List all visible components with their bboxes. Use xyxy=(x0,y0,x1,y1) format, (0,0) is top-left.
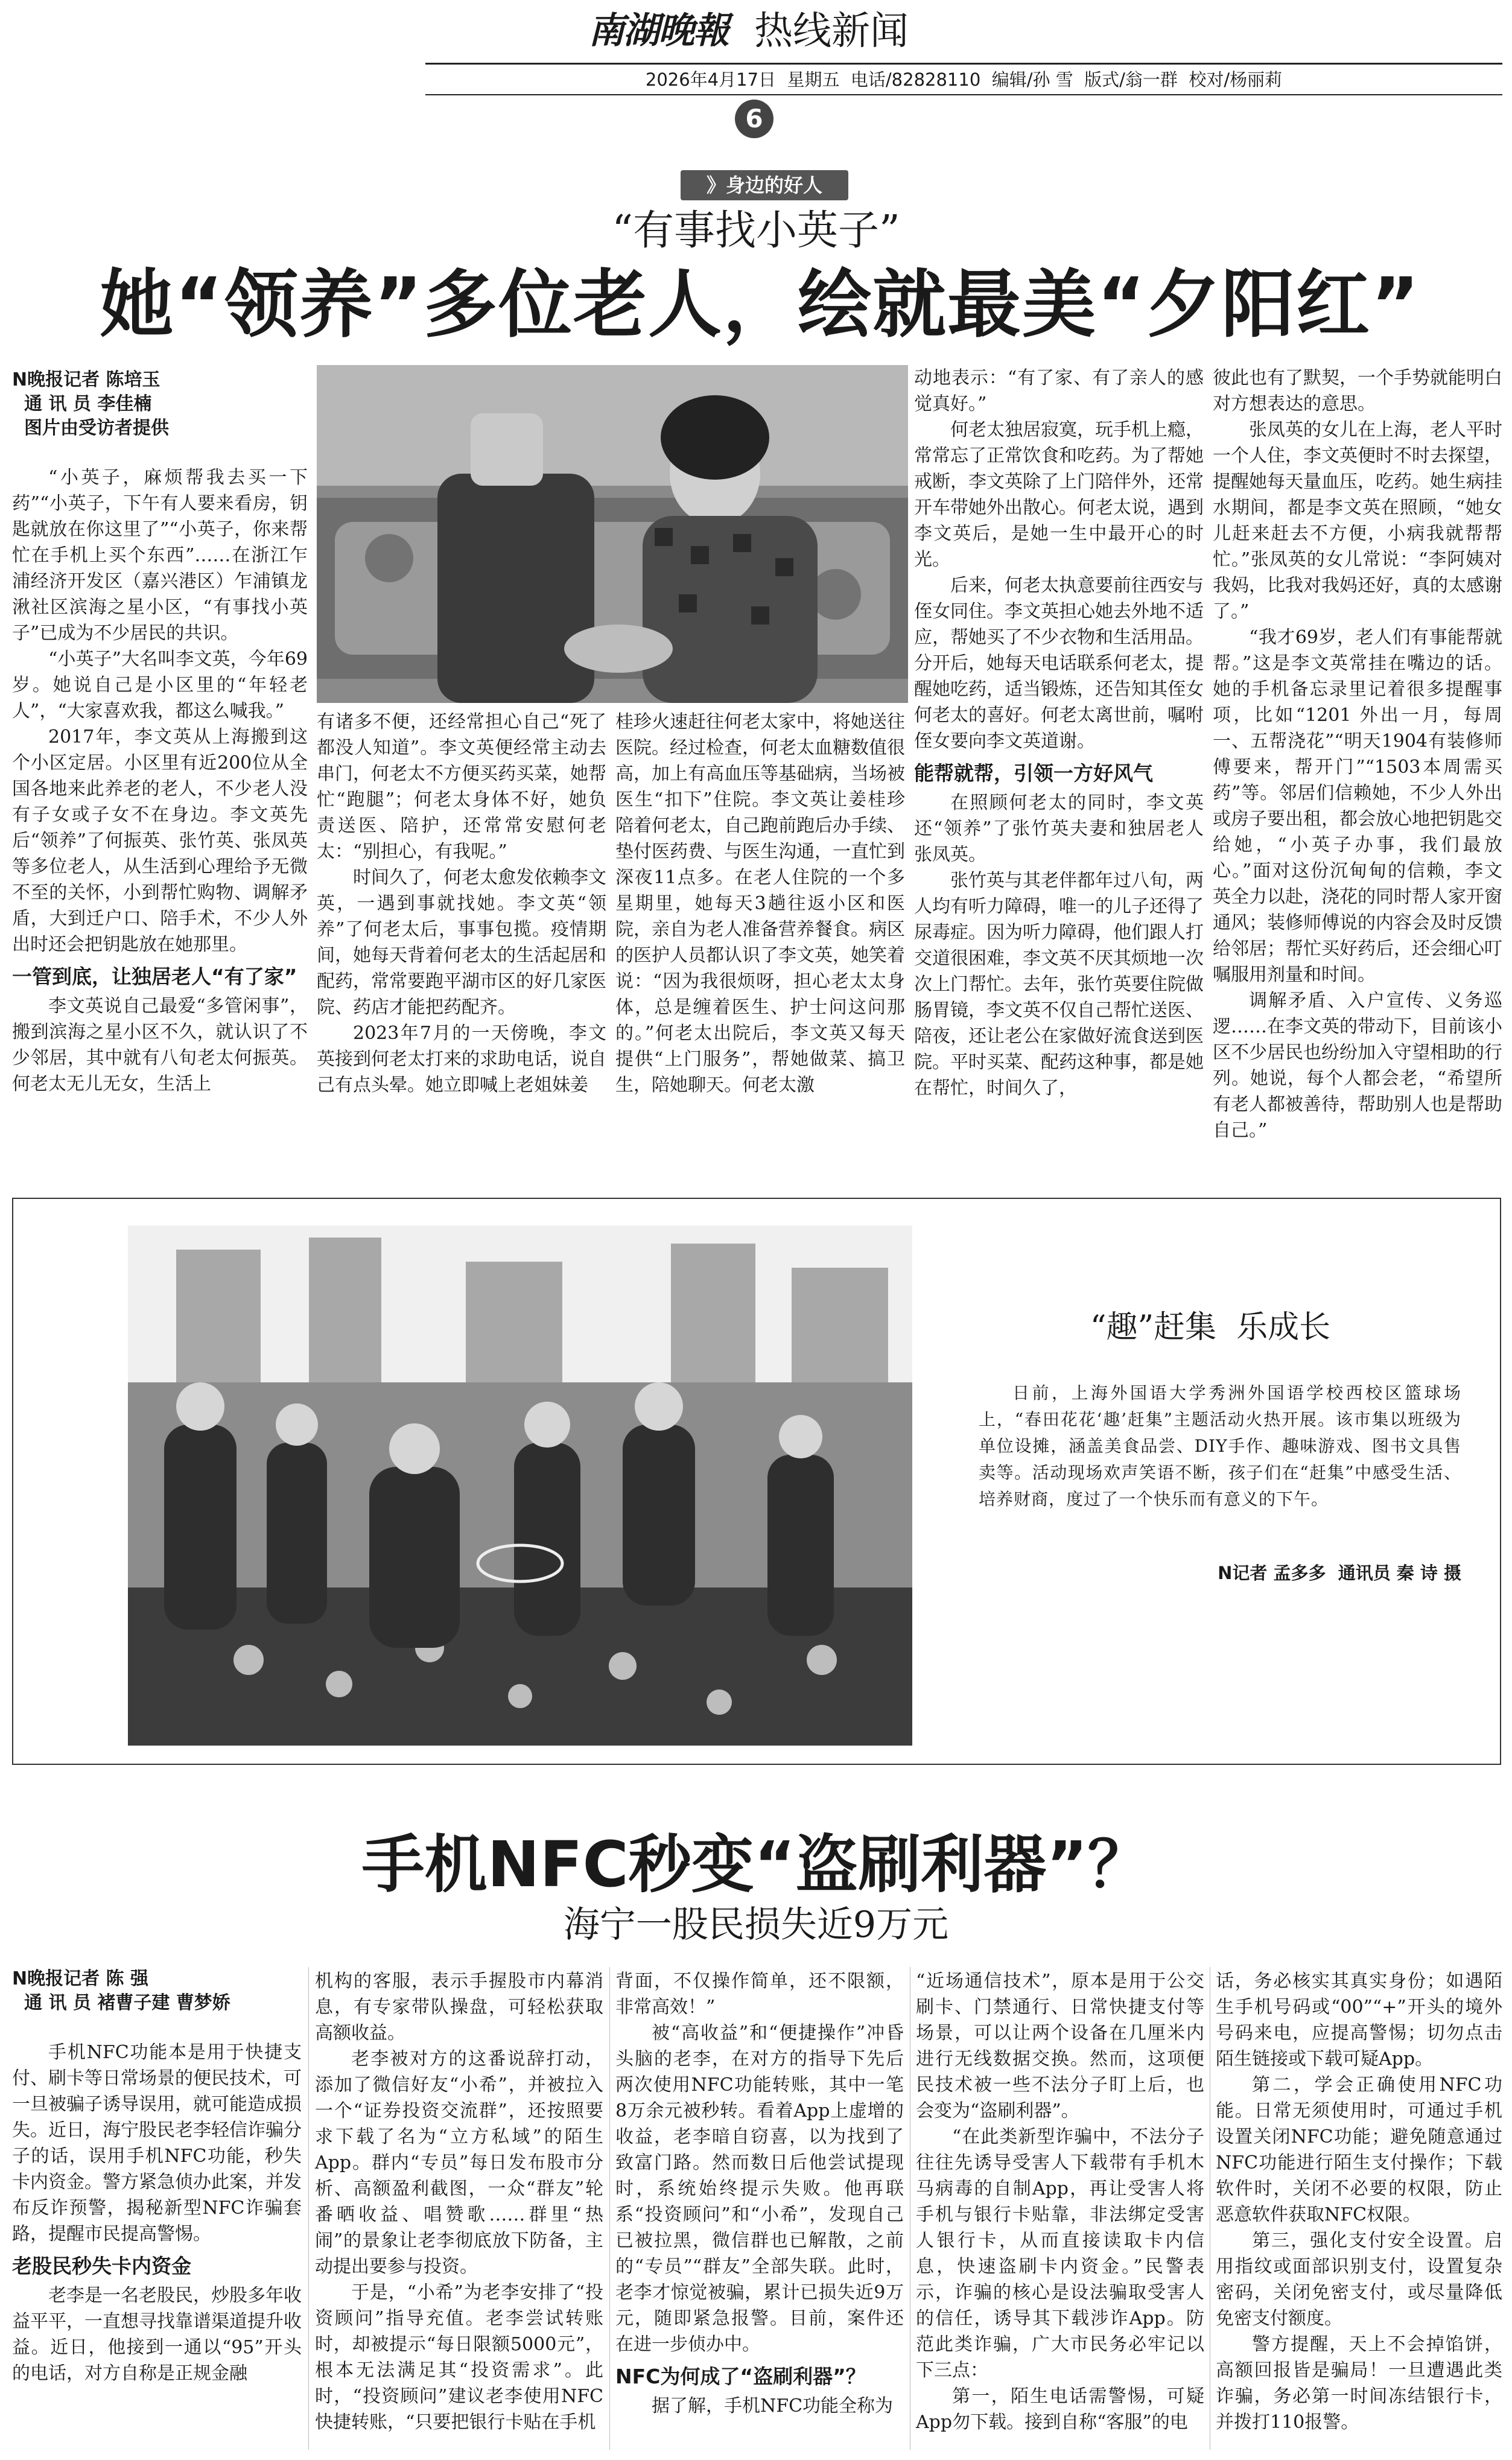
paragraph: 机构的客服，表示手握股市内幕消息，有专家带队操盘，可轻松获取高额收益。 xyxy=(315,1971,603,2044)
paragraph: 据了解，手机NFC功能全称为 xyxy=(652,2395,894,2417)
byline-photo-credit: 图片由受访者提供 xyxy=(24,418,169,439)
paragraph: 桂珍火速赶往何老太家中，将她送往医院。经过检查，何老太血糖数值很高，加上有高血压等基础病，当场被医生“扣下”住院。李文英让姜桂珍陪着何老太，自己跑前跑后办手续、垫付医药费、与医生沟通，一直忙到深夜11点多。在老人住院的一个多星期里，她每天3趟往返小区和医院，亲自为老人准备营养餐食。病区的医护人员都认识了李文英，她笑着说：“因为我很烦呀，担心老太太身体，总是缠着医生、护士问这问那的。”何老太出院后，李文英又每天提供“上门服务”，帮她做菜、搞卫生，陪她聊天。何老太激 xyxy=(615,711,905,1096)
paragraph: 后来，何老太执意要前往西安与侄女同住。李文英担心她去外地不适应，帮她买了不少衣物和生活用品。分开后，她每天电话联系何老太，提醒她吃药，适当锻炼，还告知其侄女何老太的喜好。何老太离世前，嘱咐侄女要向李文英道谢。 xyxy=(914,575,1204,752)
article1-headline: 她“领养”多位老人，绘就最美“夕阳红” xyxy=(100,262,1421,348)
article1-subtitle: “有事找小英子” xyxy=(612,207,900,255)
paragraph: 彼此也有了默契，一个手势就能明白对方想表达的意思。 xyxy=(1213,367,1502,415)
photo-elderly-women-on-sofa xyxy=(317,365,908,703)
article2-column-4 xyxy=(916,1968,1204,2456)
section-heading: 老股民秒失卡内资金 xyxy=(12,2254,191,2278)
paragraph: “在此类新型诈骗中，不法分子往往先诱导受害人下载带有手机木马病毒的自制App，再让受害人将手机与银行卡贴靠，非法绑定受害人银行卡，从而直接读取卡内信息，快速盗刷卡内资金。”民警表示，诈骗的核心是设法骗取受害人的信任，诱导其下载涉诈App。防范此类诈骗，广大市民务必牢记以下三点： xyxy=(916,2126,1204,2381)
paragraph: 动地表示：“有了家、有了亲人的感觉真好。” xyxy=(914,367,1204,415)
photo-news-credit: N记者 孟多多 通讯员 秦 诗 摄 xyxy=(1218,1563,1461,1583)
article2-column-2 xyxy=(315,1968,603,2456)
byline-reporter: N晚报记者 陈培玉 xyxy=(12,369,160,390)
paragraph: “我才69岁，老人们有事能帮就帮。”这是李文英常挂在嘴边的话。她的手机备忘录里记着很多提醒事项，比如“1201 外出一月，每周一、五帮浇花”“明天1904有装修师傅要来，帮开门”“1503本周需买药”等。邻居们信赖她，不少人外出或房子要出租，都会放心地把钥匙交给她，“小英子办事，我们最放心。”面对这份沉甸甸的信赖，李文英全力以赴，浇花的同时帮人家开窗通风；装修师傅说的内容会及时反馈给邻居；帮忙买好药后，还会细心叮嘱服用剂量和时间。 xyxy=(1213,627,1502,985)
paragraph: 2023年7月的一天傍晚，李文英接到何老太打来的求助电话，说自己有点头晕。她立即喊上老姐妹姜 xyxy=(317,1023,606,1096)
article1-column-2 xyxy=(317,709,606,1125)
paragraph: 在照顾何老太的同时，李文英还“领养”了张竹英夫妻和独居老人张凤英。 xyxy=(914,792,1204,865)
article2-column-3 xyxy=(615,1968,904,2456)
photo-news-title: “趣”赶集 乐成长 xyxy=(1090,1309,1331,1346)
article1-column-1 xyxy=(12,465,308,1128)
article2-subtitle: 海宁一股民损失近9万元 xyxy=(563,1904,949,1946)
paragraph: 老李被对方的这番说辞打动，添加了微信好友“小希”，并被拉入一个“证券投资交流群”，还按照要求下载了名为“立方私域”的陌生App。群内“专员”每日发布股市分析、高额盈利截图，一众“群友”轮番晒收益、唱赞歌……群里“热闹”的景象让老李彻底放下防备，主动提出要参与投资。 xyxy=(315,2048,603,2277)
paragraph: 老李是一名老股民，炒股多年收益平平，一直想寻找靠谱渠道提升收益。近日，他接到一通以“95”开头的电话，对方自称是正规金融 xyxy=(12,2285,302,2384)
byline-correspondent: 通 讯 员 褚曹子建 曹梦娇 xyxy=(24,1992,230,2013)
masthead xyxy=(0,0,1512,145)
newspaper-logo: 南湖晚報 xyxy=(588,10,728,52)
paragraph: 何老太独居寂寞，玩手机上瘾，常常忘了正常饮食和吃药。为了帮她戒断，李文英除了上门陪伴外，还常开车带她外出散心。何老太说，遇到李文英后，是她一生中最开心的时光。 xyxy=(914,419,1204,570)
section-heading: 一管到底，让独居老人“有了家” xyxy=(12,965,297,988)
page-number-badge: 6 xyxy=(735,100,773,138)
article2-column-5 xyxy=(1216,1968,1502,2456)
paragraph: 背面，不仅操作简单，还不限额，非常高效！” xyxy=(615,1971,904,2018)
column-tag: 》身边的好人 xyxy=(681,170,848,200)
paragraph: 被“高收益”和“便捷操作”冲昏头脑的老李，在对方的指导下先后两次使用NFC功能转账，其中一笔8万余元被秒转。看着App上虚增的收益，老李暗自窃喜，以为找到了致富门路。然而数日后他尝试提现时，系统始终提示失败。他再联系“投资顾问”和“小希”，发现自己已被拉黑，微信群也已解散，之前的“专员”“群友”全部失联。此时，老李才惊觉被骗，累计已损失近9万元，随即紧急报警。目前，案件还在进一步侦办中。 xyxy=(615,2023,904,2355)
section-title: 热线新闻 xyxy=(754,9,909,54)
market-photo xyxy=(128,1225,912,1746)
paragraph: 张竹英与其老伴都年过八旬，两人均有听力障碍，唯一的儿子还得了尿毒症。因为听力障碍，他们跟人打交道很困难，李文英不厌其烦地一次次上门帮忙。去年，张竹英要住院做肠胃镜，李文英不仅自己帮忙送医、陪夜，还让老公在家做好流食送到医院。平时买菜、配药这种事，都是她在帮忙，时间久了， xyxy=(914,870,1204,1099)
paragraph: 于是，“小希”为老李安排了“投资顾问”指导充值。老李尝试转账时，却被提示“每日限额5000元”，根本无法满足其“投资需求”。此时，“投资顾问”建议老李使用NFC快捷转账，“只要把银行卡贴在手机 xyxy=(315,2282,603,2433)
photo-news-caption: 日前，上海外国语大学秀洲外国语学校西校区篮球场上，“春田花花‘趣’赶集”主题活动火热开展。该市集以班级为单位设摊，涵盖美食品尝、DIY手作、趣味游戏、图书文具售卖等。活动现场欢声笑语不断，孩子们在“赶集”中感受生活、培养财商，度过了一个快乐而有意义的下午。 xyxy=(979,1383,1461,1509)
masthead-rule-bottom xyxy=(425,94,1502,95)
paragraph: “小英子”大名叫李文英，今年69岁。她说自己是小区里的“年轻老人”，“大家喜欢我，都这么喊我。” xyxy=(12,649,308,722)
photo-children-at-market xyxy=(128,1225,912,1746)
byline-reporter: N晚报记者 陈 强 xyxy=(12,1968,148,1989)
paragraph: 手机NFC功能本是用于快捷支付、刷卡等日常场景的便民技术，可一旦被骗子诱导误用，就可能造成损失。近日，海宁股民老李轻信诈骗分子的话，误用手机NFC功能，秒失卡内资金。警方紧急侦办此案，并发布反诈预警，揭秘新型NFC诈骗套路，提醒市民提高警惕。 xyxy=(12,2042,302,2245)
paragraph: “小英子，麻烦帮我去买一下药”“小英子，下午有人要来看房，钥匙就放在你这里了”“小英子，你来帮忙在手机上买个东西”……在浙江乍浦经济开发区（嘉兴港区）乍浦镇龙湫社区滨海之星小区，“有事找小英子”已成为不少居民的共识。 xyxy=(12,467,308,644)
paragraph: 时间久了，何老太愈发依赖李文英，一遇到事就找她。李文英“领养”了何老太后，事事包揽。疫情期间，她每天背着何老太的生活起居和配药，常常要跑平湖市区的好几家医院、药店才能把药配齐。 xyxy=(317,867,606,1018)
column-divider xyxy=(308,1967,309,2450)
paragraph: 调解矛盾、入户宣传、义务巡逻……在李文英的带动下，目前该小区不少居民也纷纷加入守望相助的行列。她说，每个人都会老，“希望所有老人都被善待，帮助别人也是帮助自己。” xyxy=(1213,990,1502,1141)
paragraph: “近场通信技术”，原本是用于公交刷卡、门禁通行、日常快捷支付等场景，可以让两个设备在几厘米内进行无线数据交换。然而，这项便民技术被一些不法分子盯上后，也会变为“盗刷利器”。 xyxy=(916,1971,1204,2122)
paragraph: 有诸多不便，还经常担心自己“死了都没人知道”。李文英便经常主动去串门，何老太不方便买药买菜，她帮忙“跑腿”；何老太身体不好，她负责送医、陪护，还常常安慰何老太：“别担心，有我呢。” xyxy=(317,711,606,862)
section-heading: 能帮就帮，引领一方好风气 xyxy=(914,761,1153,785)
article1-byline xyxy=(12,368,314,440)
article2-column-1 xyxy=(12,2039,302,2456)
article2-byline xyxy=(12,1967,314,2015)
article1-column-5 xyxy=(1213,365,1502,1141)
paragraph: 第三，强化支付安全设置。启用指纹或面部识别支付，设置复杂密码，关闭免密支付，或尽量降低免密支付额度。 xyxy=(1216,2230,1502,2329)
section-heading: NFC为何成了“盗刷利器”？ xyxy=(615,2365,866,2388)
paragraph: 李文英说自己最爱“多管闲事”，搬到滨海之星小区不久，就认识了不少邻居，其中就有八旬老太何振英。何老太无儿无女，生活上 xyxy=(12,996,308,1095)
column-divider xyxy=(609,1967,610,2450)
paragraph: 第一，陌生电话需警惕，可疑App勿下载。接到自称“客服”的电 xyxy=(916,2386,1204,2433)
paragraph: 张凤英的女儿在上海，老人平时一个人住，李文英便时不时去探望，提醒她每天量血压，吃药。她生病挂水期间，都是李文英在照顾，“她女儿赶来赶去不方便，小病我就帮帮忙。”张凤英的女儿常说：“李阿姨对我妈，比我对我妈还好，真的太感谢了。” xyxy=(1213,419,1502,622)
masthead-rule xyxy=(425,63,1502,65)
photo-news-box xyxy=(12,1198,1501,1765)
article2-headline: 手机NFC秒变“盗刷利器”？ xyxy=(361,1828,1151,1901)
article1-photo xyxy=(317,365,908,703)
paragraph: 2017年，李文英从上海搬到这个小区定居。小区里有近200位从全国各地来此养老的老人，不少老人没有子女或子女不在身边。李文英先后“领养”了何振英、张竹英、张凤英等多位老人，从生活到心理给予无微不至的关怀，小到帮忙购物、调解矛盾，大到迁户口、陪手术，不少人外出时还会把钥匙放在她那里。 xyxy=(12,726,308,955)
article1-column-4 xyxy=(914,365,1204,1128)
paragraph: 第二，学会正确使用NFC功能。日常无须使用时，可通过手机设置关闭NFC功能；避免随意通过NFC功能进行陌生支付操作；下载软件时，关闭不必要的权限，防止恶意软件获取NFC权限。 xyxy=(1216,2074,1502,2225)
paragraph: 话，务必核实其真实身份；如遇陌生手机号码或“00”“+”开头的境外号码来电，应提高警惕；切勿点击陌生链接或下载可疑App。 xyxy=(1216,1971,1502,2070)
paragraph: 警方提醒，天上不会掉馅饼，高额回报皆是骗局！一旦遭遇此类诈骗，务必第一时间冻结银行卡，并拨打110报警。 xyxy=(1216,2334,1502,2433)
issue-meta: 2026年4月17日 星期五 电话/82828110 编辑/孙 雪 版式/翁一群 校对/杨丽莉 xyxy=(645,69,1283,90)
byline-correspondent: 通 讯 员 李佳楠 xyxy=(24,393,152,415)
article1-column-3 xyxy=(615,709,905,1125)
